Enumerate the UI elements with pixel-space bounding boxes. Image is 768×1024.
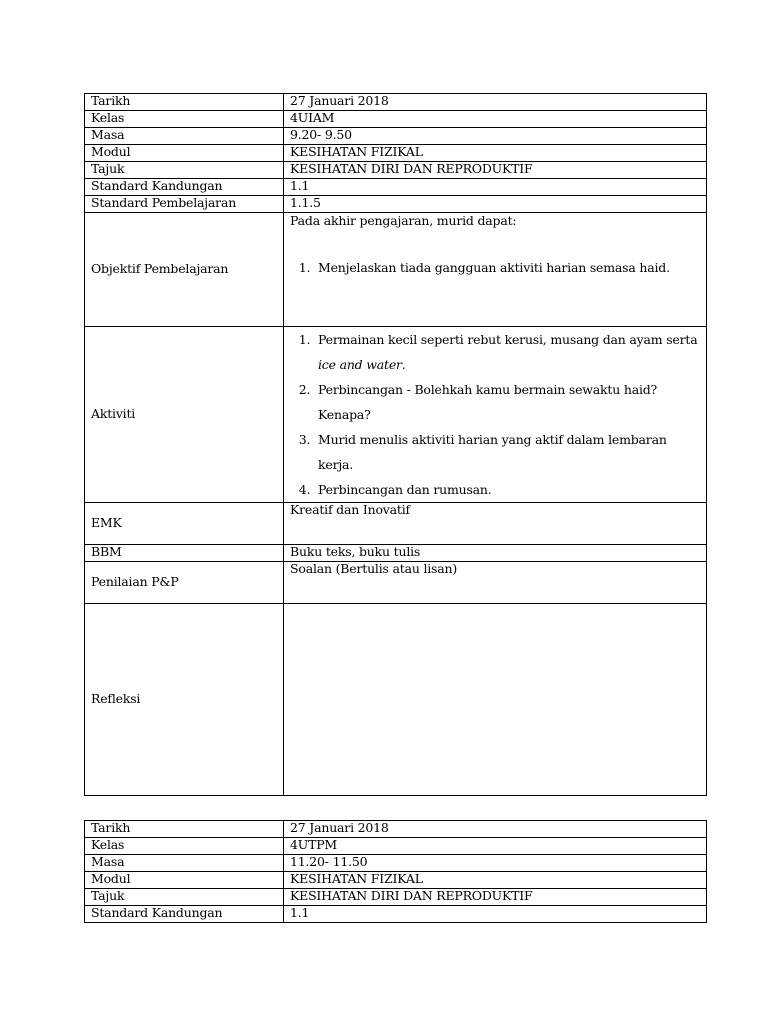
label-masa: Masa: [85, 855, 284, 872]
label-penilaian: Penilaian P&P: [85, 562, 284, 604]
aktiviti-item-1-end: .: [401, 357, 406, 372]
objektif-list: [290, 261, 700, 275]
value-bbm: Buku teks, buku tulis: [284, 545, 707, 562]
aktiviti-list: [290, 327, 700, 502]
row-kelas: [85, 111, 707, 128]
value-tarikh: 27 Januari 2018: [284, 821, 707, 838]
label-standard-kandungan: Standard Kandungan: [85, 179, 284, 196]
value-aktiviti: [284, 327, 707, 503]
row-masa: [85, 128, 707, 145]
label-kelas: Kelas: [85, 838, 284, 855]
row-objektif: [85, 213, 707, 327]
value-objektif: [284, 213, 707, 327]
value-tajuk: KESIHATAN DIRI DAN REPRODUKTIF: [284, 162, 707, 179]
aktiviti-item-1-italic: ice and water: [318, 357, 402, 372]
label-bbm: BBM: [85, 545, 284, 562]
lesson-plan-table-2: [84, 820, 707, 923]
row-aktiviti: [85, 327, 707, 503]
value-masa: 9.20- 9.50: [284, 128, 707, 145]
label-standard-kandungan: Standard Kandungan: [85, 906, 284, 923]
label-refleksi: Refleksi: [85, 604, 284, 796]
label-kelas: Kelas: [85, 111, 284, 128]
label-modul: Modul: [85, 872, 284, 889]
value-kelas: 4UIAM: [284, 111, 707, 128]
value-tajuk: KESIHATAN DIRI DAN REPRODUKTIF: [284, 889, 707, 906]
label-standard-pembelajaran: Standard Pembelajaran: [85, 196, 284, 213]
value-standard-kandungan: 1.1: [284, 906, 707, 923]
value-emk: Kreatif dan Inovatif: [284, 503, 707, 545]
row-emk: [85, 503, 707, 545]
value-standard-kandungan: 1.1: [284, 179, 707, 196]
value-penilaian: Soalan (Bertulis atau lisan): [284, 562, 707, 604]
row-tajuk: [85, 162, 707, 179]
value-tarikh: 27 Januari 2018: [284, 94, 707, 111]
row-standard-pembelajaran: [85, 196, 707, 213]
aktiviti-item-1-text: Permainan kecil seperti rebut kerusi, musang dan ayam serta: [318, 332, 698, 347]
row-standard-kandungan: [85, 906, 707, 923]
row-modul: [85, 145, 707, 162]
label-tarikh: Tarikh: [85, 94, 284, 111]
row-bbm: [85, 545, 707, 562]
value-modul: KESIHATAN FIZIKAL: [284, 145, 707, 162]
objektif-intro: Pada akhir pengajaran, murid dapat:: [290, 213, 517, 228]
lesson-plan-table-1: [84, 93, 707, 796]
label-tarikh: Tarikh: [85, 821, 284, 838]
value-modul: KESIHATAN FIZIKAL: [284, 872, 707, 889]
objektif-item: 1. Menjelaskan tiada gangguan aktiviti harian semasa haid.: [314, 261, 700, 275]
label-modul: Modul: [85, 145, 284, 162]
label-aktiviti: Aktiviti: [85, 327, 284, 503]
value-masa: 11.20- 11.50: [284, 855, 707, 872]
label-objektif: Objektif Pembelajaran: [85, 213, 284, 327]
row-masa: [85, 855, 707, 872]
aktiviti-item-3: 3. Murid menulis aktiviti harian yang aktif dalam lembaran kerja.: [314, 427, 700, 477]
label-tajuk: Tajuk: [85, 889, 284, 906]
row-kelas: [85, 838, 707, 855]
row-refleksi: [85, 604, 707, 796]
value-standard-pembelajaran: 1.1.5: [284, 196, 707, 213]
value-kelas: 4UTPM: [284, 838, 707, 855]
row-penilaian: [85, 562, 707, 604]
row-modul: [85, 872, 707, 889]
row-tarikh: [85, 821, 707, 838]
row-tajuk: [85, 889, 707, 906]
value-refleksi: [284, 604, 707, 796]
row-standard-kandungan: [85, 179, 707, 196]
label-emk: EMK: [85, 503, 284, 545]
aktiviti-item-2: 2. Perbincangan - Bolehkah kamu bermain sewaktu haid? Kenapa?: [314, 377, 700, 427]
row-tarikh: [85, 94, 707, 111]
aktiviti-item-1: [314, 327, 700, 377]
label-masa: Masa: [85, 128, 284, 145]
label-tajuk: Tajuk: [85, 162, 284, 179]
aktiviti-item-4: 4. Perbincangan dan rumusan.: [314, 477, 700, 502]
